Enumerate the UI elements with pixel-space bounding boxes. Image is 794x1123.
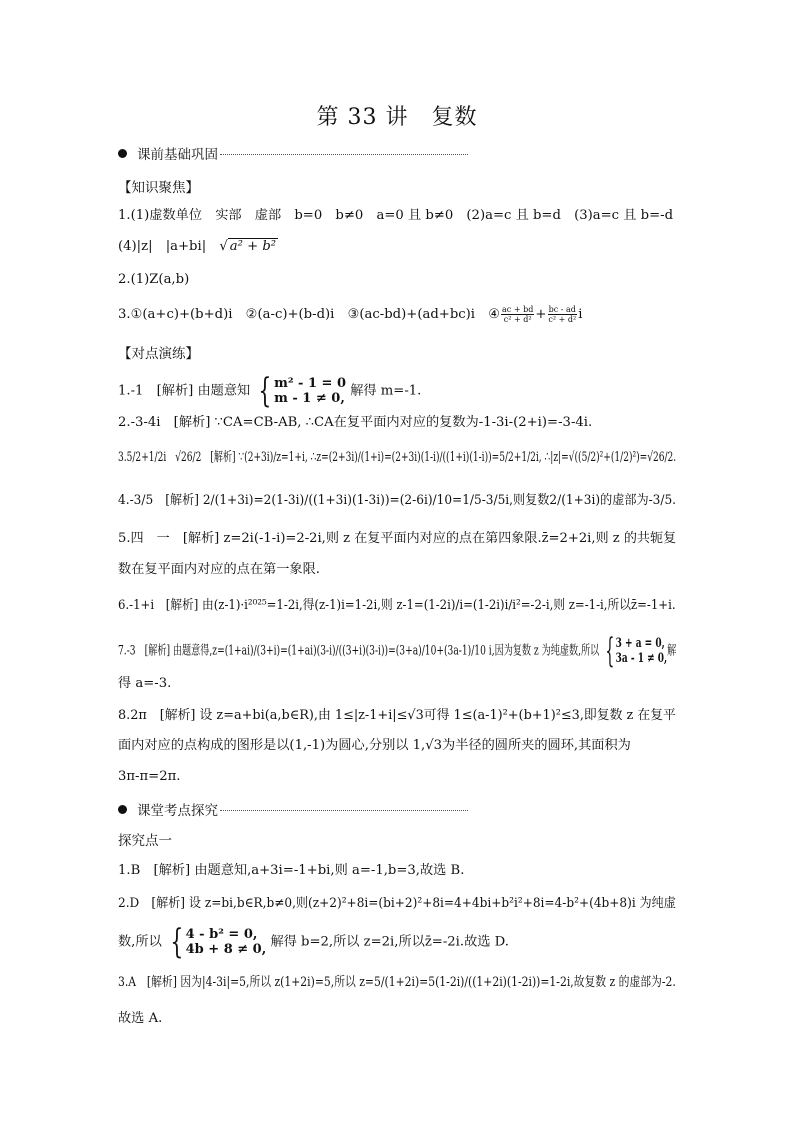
practice-item-4: 4.-3/5 [解析] 2/(1+3i)=2(1-3i)/((1+3i)(1-3i))=(2-6i)/10=1/5-3/5i,则复数2/(1+3i)的虚部为-3/5. [118,493,677,508]
dotted-rule [220,810,468,811]
explore-item-1: 1.B [解析] 由题意知,a+3i=-1+bi,则 a=-1,b=3,故选 B. [118,863,465,878]
practice-item-5-line-1: 5.四 一 [解析] z=2i(-1-i)=2-2i,则 z 在复平面内对应的点在第四象限.z̄=2+2i,则 z 的共轭复 [118,531,677,546]
equation-system: { 4 - b² = 0, 4b + 8 ≠ 0, [170,922,267,962]
practice-item-8-line-1: 8.2π [解析] 设 z=a+bi(a,b∈R),由 1≤|z-1+i|≤√3可得 1≤(a-1)²+(b+1)²≤3,即复数 z 在复平 [118,708,676,723]
practice-item-3: 3.5/2+1/2i √26/2 [解析] ∵(2+3i)/z=1+i, ∴z=(2+3i)/(1+i)=(2+3i)(1-i)/((1+i)(1-i))=5/2+1/2i, ∴|z|=√((5/2)²+(1/2)²)=√26/2. [118,450,677,465]
knowledge-line-4: 3.①(a+c)+(b+d)i ②(a-c)+(b-d)i ③(ac-bd)+(ad+bc)i ④ $\frac{ac + bd}{\text{c² + d²}}$ + $\frac{bc - ad}{\text{c² + d²}}$ i [118,305,583,324]
section-title: 课堂考点探究 [137,803,218,819]
explore-item-3-line-2: 故选 A. [118,1011,163,1026]
heading-knowledge: 【知识聚焦】 [118,180,199,196]
sqrt-expression: a² + b² [229,239,277,254]
heading-practice: 【对点演练】 [118,346,199,362]
equation-system: { m² - 1 = 0 m - 1 ≠ 0, [258,371,347,411]
dotted-rule [220,154,468,155]
fraction: $\frac{bc - ad}{\text{c² + d²}}$ [548,305,577,324]
section-header-in-class [118,798,468,820]
practice-item-5-line-2: 数在复平面内对应的点在第一象限. [118,562,321,577]
bullet-icon [118,149,127,158]
explore-item-2-line-1: 2.D [解析] 设 z=bi,b∈R,b≠0,则(z+2)²+8i=(bi+2)²+8i=4+4bi+b²i²+8i=4-b²+(4b+8)i 为纯虚 [118,896,676,911]
equation-system: { 3 + a = 0, 3a - 1 ≠ 0, [605,631,668,671]
practice-item-8-line-3: 3π-π=2π. [118,769,181,784]
section-header-before-class [118,142,468,164]
practice-item-1: 1.-1 [解析] 由题意知 { m² - 1 = 0 m - 1 ≠ 0, 解得 m=-1. [118,371,422,411]
section-title: 课前基础巩固 [137,147,218,163]
heading-explore-1: 探究点一 [118,833,172,849]
practice-item-8-line-2: 面内对应的点构成的图形是以(1,-1)为圆心,分别以 1,√3为半径的圆所夹的圆环,其面积为 [118,738,631,753]
bullet-icon [118,805,127,814]
explore-item-3-line-1: 3.A [解析] 因为|4-3i|=5,所以 z(1+2i)=5,所以 z=5/(1+2i)=5(1-2i)/((1+2i)(1-2i))=1-2i,故复数 z 的虚部为-2. [118,975,676,990]
practice-item-7: 7.-3 [解析] 由题意得,z=(1+ai)/(3+i)=(1+ai)(3-i)/((3+i)(3-i))=(3+a)/10+(3a-1)/10 i,因为复数 z 为纯虚数,所以 { 3 + a = 0, 3a - 1 ≠ 0, 解 [118,631,677,671]
knowledge-line-2: (4)|z| |a+bi| √ a² + b² [118,239,277,254]
knowledge-line-3: 2.(1)Z(a,b) [118,272,190,287]
page-title: 第 33 讲 复数 [316,105,478,130]
practice-item-6: 6.-1+i [解析] 由(z-1)·i²⁰²⁵=1-2i,得(z-1)i=1-2i,则 z-1=(1-2i)/i=(1-2i)i/i²=-2-i,则 z=-1-i,所以z̄=-1+i. [118,598,676,613]
explore-item-2-line-2: 数,所以 { 4 - b² = 0, 4b + 8 ≠ 0, 解得 b=2,所以 z=2i,所以z̄=-2i.故选 D. [118,922,509,962]
practice-item-2: 2.-3-4i [解析] ∵CA=CB-AB, ∴CA在复平面内对应的复数为-1-3i-(2+i)=-3-4i. [118,415,593,430]
fraction: $\frac{ac + bd}{\text{c² + d²}}$ [502,305,534,324]
practice-item-7-line-2: 得 a=-3. [118,676,172,691]
knowledge-line-1: 1.(1)虚数单位 实部 虚部 b=0 b≠0 a=0 且 b≠0 (2)a=c 且 b=d (3)a=c 且 b=-d [118,208,674,223]
